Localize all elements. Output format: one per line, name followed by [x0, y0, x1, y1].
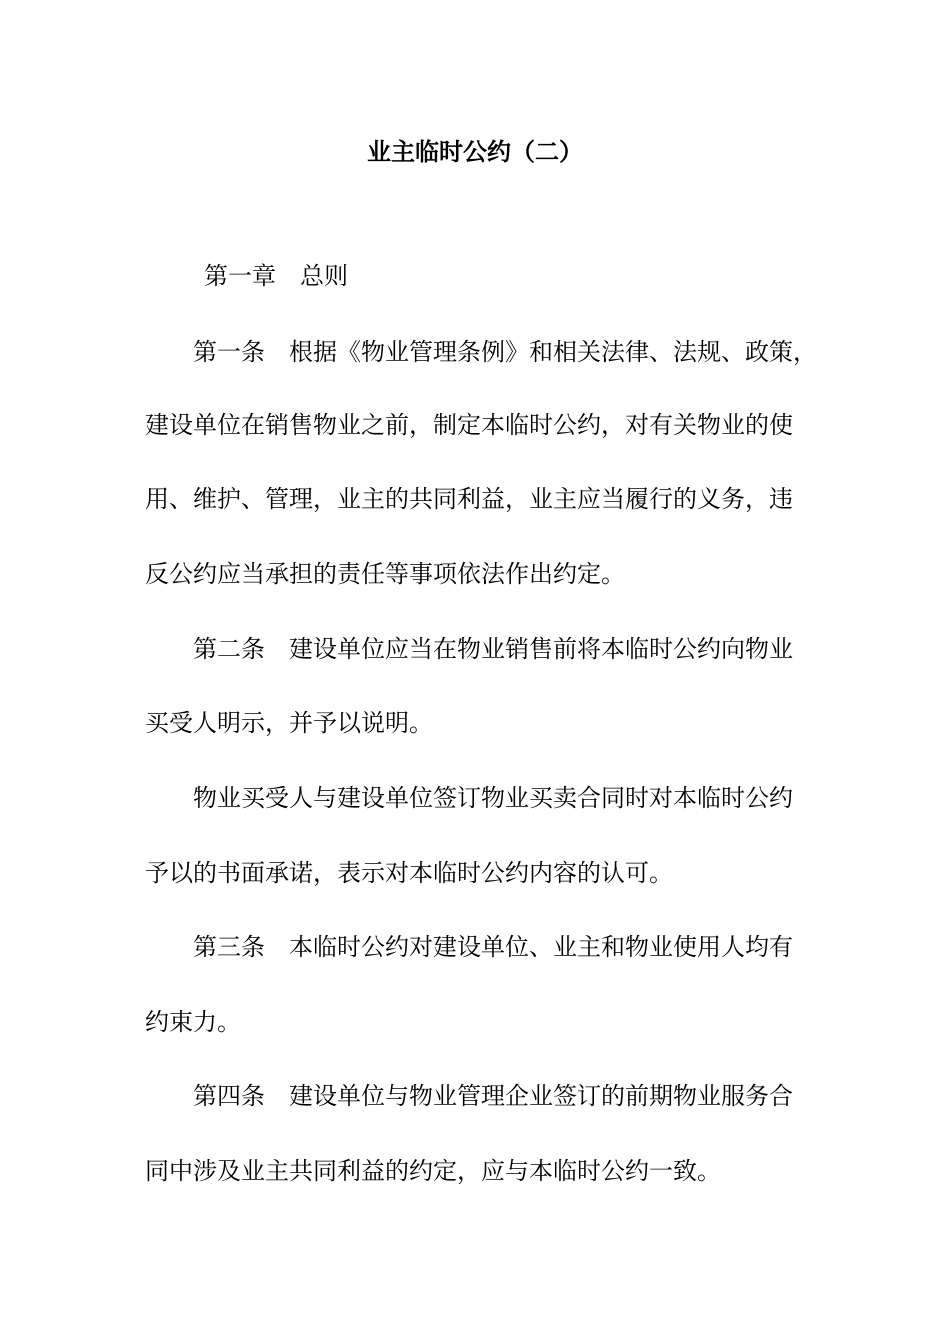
article-1-line-4: 反公约应当承担的责任等事项依法作出约定。	[145, 560, 625, 588]
article-text: 根据《物业管理条例》和相关法律、法规、政策，	[289, 338, 817, 366]
article-2-line-2: 买受人明示，并予以说明。	[145, 709, 433, 737]
article-3-line-2: 约束力。	[145, 1008, 241, 1036]
article-4-line-2: 同中涉及业主共同利益的约定，应与本临时公约一致。	[145, 1157, 721, 1185]
article-1-line-2: 建设单位在销售物业之前，制定本临时公约，对有关物业的使	[145, 411, 793, 439]
article-text: 本临时公约对建设单位、业主和物业使用人均有	[289, 933, 793, 961]
article-number: 第四条	[193, 1082, 265, 1110]
paragraph-line-1: 物业买受人与建设单位签订物业买卖合同时对本临时公约	[193, 784, 793, 812]
document-title: 业主临时公约（二）	[367, 137, 583, 166]
article-1-line-3: 用、维护、管理，业主的共同利益，业主应当履行的义务，违	[145, 485, 793, 513]
article-3-line-1	[193, 929, 793, 965]
article-text: 建设单位应当在物业销售前将本临时公约向物业	[289, 635, 793, 663]
article-number: 第三条	[193, 933, 265, 961]
chapter-number: 第一章	[204, 262, 276, 290]
chapter-heading	[204, 258, 348, 294]
article-number: 第一条	[193, 338, 265, 366]
article-text: 建设单位与物业管理企业签订的前期物业服务合	[289, 1082, 793, 1110]
article-2-line-1	[193, 631, 793, 667]
article-1-line-1	[193, 334, 817, 370]
chapter-name: 总则	[300, 262, 348, 290]
paragraph-line-2: 予以的书面承诺，表示对本临时公约内容的认可。	[145, 859, 673, 887]
article-4-line-1	[193, 1078, 793, 1114]
article-number: 第二条	[193, 635, 265, 663]
